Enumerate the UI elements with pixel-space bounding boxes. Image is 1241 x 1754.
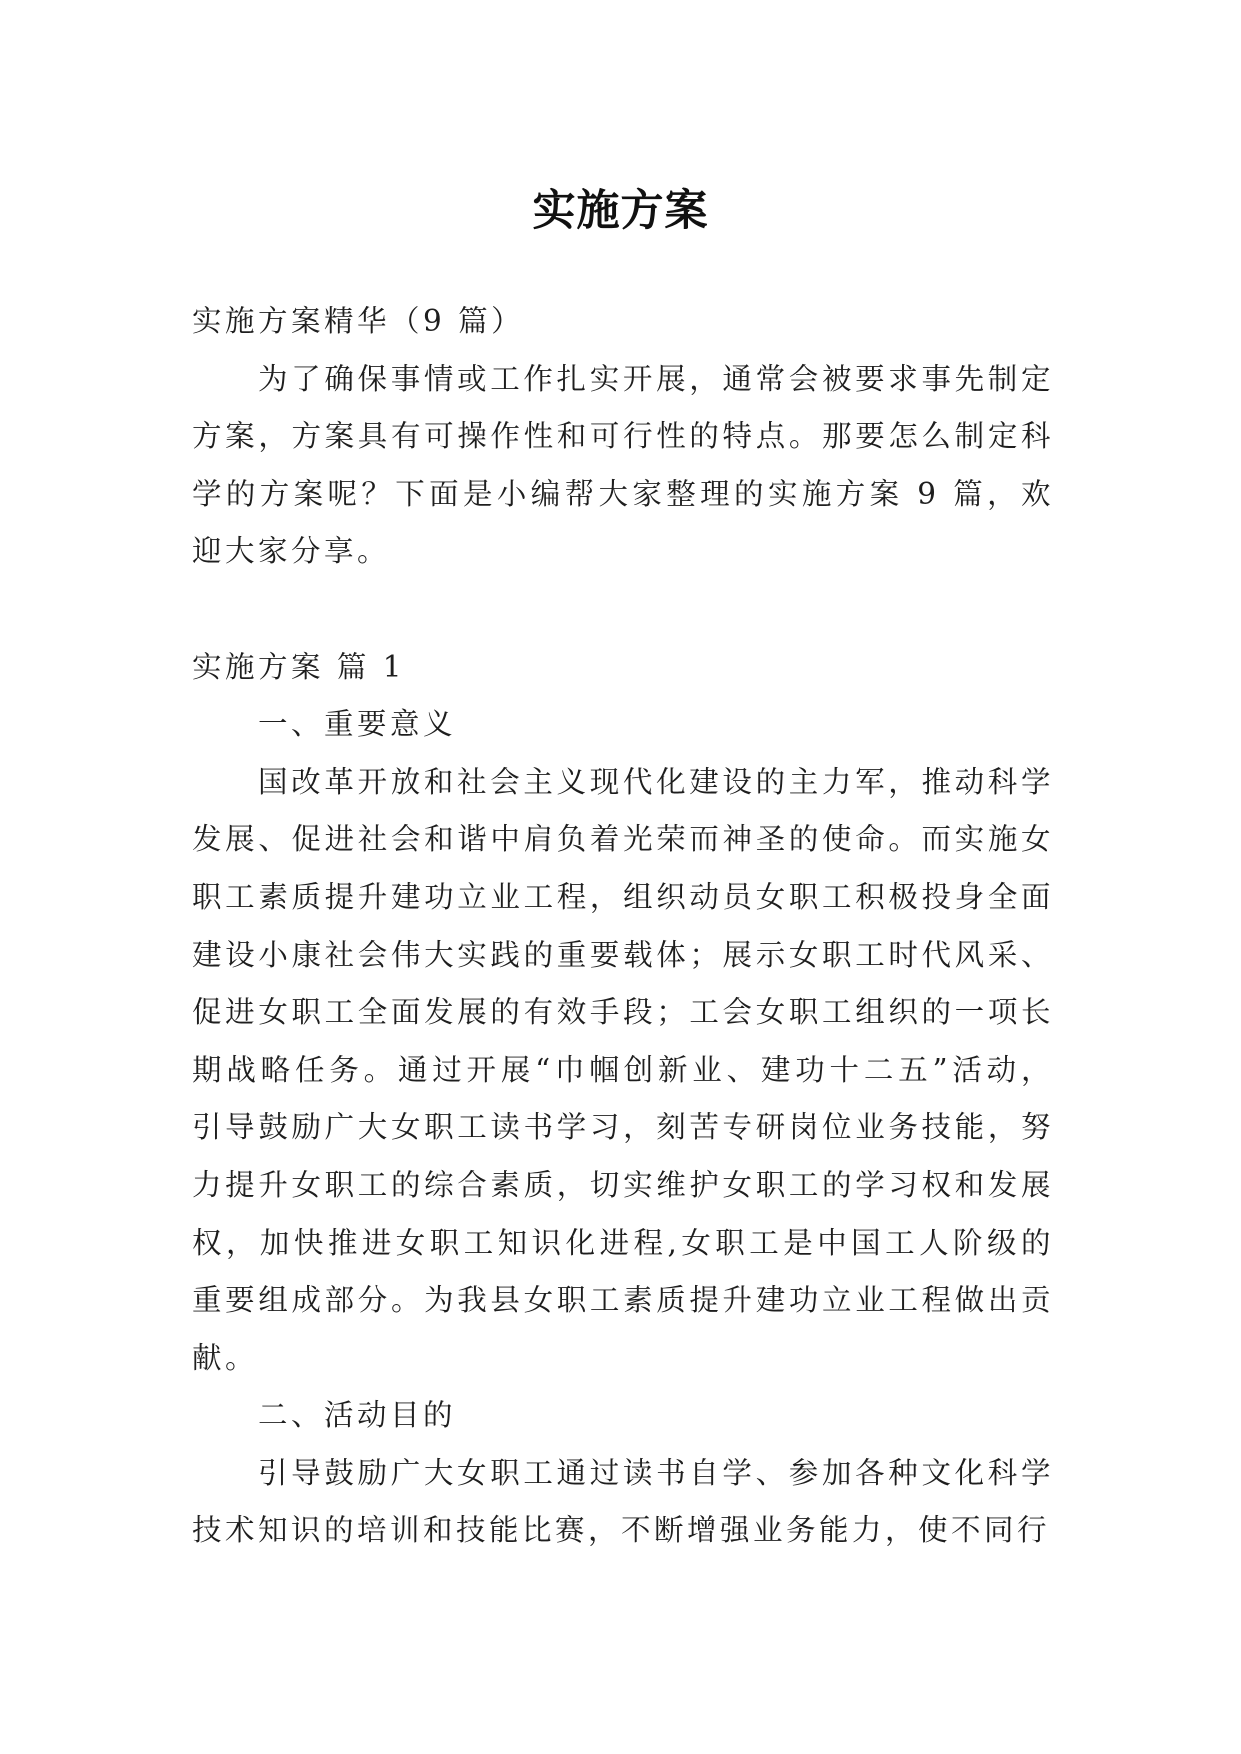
intro-paragraph: 为了确保事情或工作扎实开展，通常会被要求事先制定方案，方案具有可操作性和可行性的特点。那要怎么制定科学的方案呢？下面是小编帮大家整理的实施方案 9 篇，欢迎大家分享。 — [192, 361, 1054, 569]
section-spacer — [192, 581, 1054, 639]
section-heading-purpose: 二、活动目的 — [258, 1398, 457, 1433]
section-heading-significance: 一、重要意义 — [258, 707, 457, 742]
purpose-paragraph: 引导鼓励广大女职工通过读书自学、参加各种文化科学技术知识的培训和技能比赛，不断增强业务能力，使不同行 — [192, 1455, 1054, 1548]
document-subtitle: 实施方案精华（9 篇） — [192, 304, 525, 338]
document-body — [192, 293, 1054, 1560]
chapter-heading: 实施方案 篇 1 — [192, 649, 406, 684]
significance-paragraph: 国改革开放和社会主义现代化建设的主力军，推动科学发展、促进社会和谐中肩负着光荣而神圣的使命。而实施女职工素质提升建功立业工程，组织动员女职工积极投身全面建设小康社会伟大实践的重要载体；展示女职工时代风采、促进女职工全面发展的有效手段；工会女职工组织的一项长期战略任务。通过开展“巾帼创新业、建功十二五”活动，引导鼓励广大女职工读书学习，刻苦专研岗位业务技能，努力提升女职工的综合素质，切实维护女职工的学习权和发展权，加快推进女职工知识化进程,女职工是中国工人阶级的重要组成部分。为我县女职工素质提升建功立业工程做出贡献。 — [192, 764, 1054, 1375]
page-title: 实施方案 — [532, 185, 709, 236]
